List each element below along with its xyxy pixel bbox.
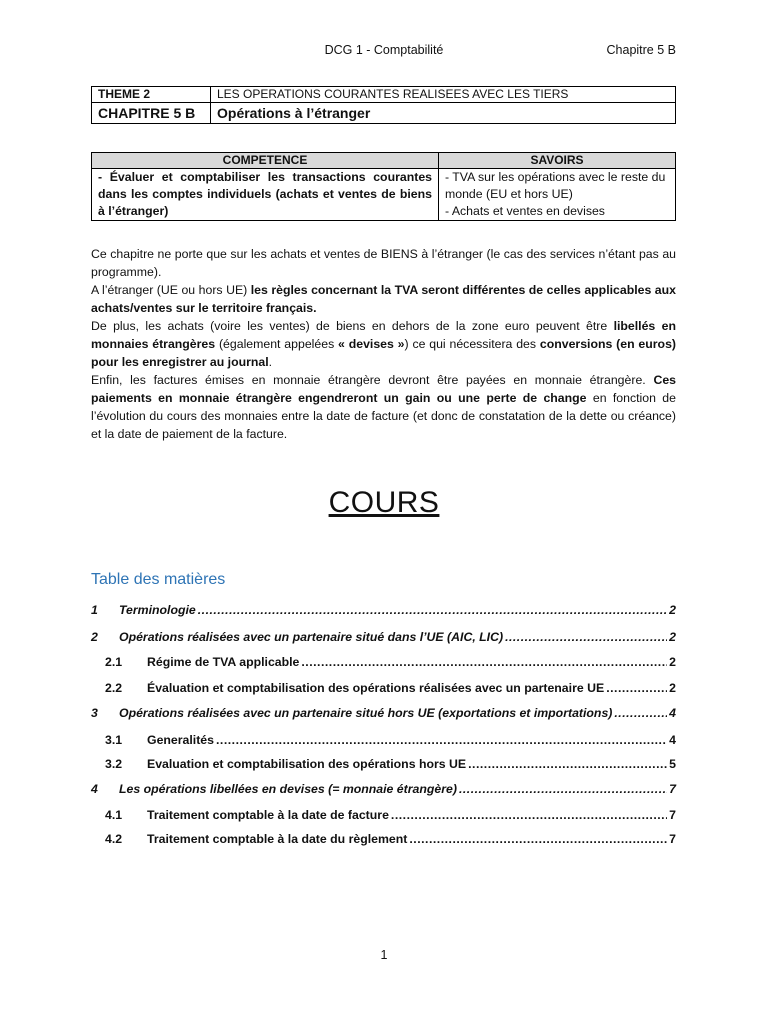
toc-number: 3.2 <box>105 757 123 771</box>
toc-entry-title: Opérations réalisées avec un partenaire situé hors UE (exportations et importations) <box>119 706 613 720</box>
savoirs-header: SAVOIRS <box>439 153 676 169</box>
toc-leader <box>606 681 667 695</box>
toc-number: 4.1 <box>105 808 123 822</box>
toc-entry-title: Évaluation et comptabilisation des opérations réalisées avec un partenaire UE <box>147 681 605 695</box>
theme-row <box>92 87 676 103</box>
chapter-row <box>92 103 676 124</box>
toc-number: 2 <box>91 630 98 644</box>
text-span: . <box>268 355 273 369</box>
header-title: DCG 1 - Comptabilité <box>324 43 444 57</box>
toc-entry-1[interactable] <box>91 603 676 621</box>
toc-entry-2-1[interactable] <box>91 655 676 673</box>
toc-page: 2 <box>669 655 676 669</box>
bold-span: « devises » <box>338 337 405 351</box>
text-span: Enfin, les factures émises en monnaie étrangère devront être payées en monnaie étrangère. <box>91 373 654 387</box>
intro-text <box>91 245 676 443</box>
toc-entry-3-1[interactable] <box>91 733 676 751</box>
toc-leader <box>216 733 667 747</box>
intro-paragraph <box>91 317 676 371</box>
savoirs-item: - TVA sur les opérations avec le reste du monde (EU et hors UE) <box>445 170 666 201</box>
toc-number: 4.2 <box>105 832 123 846</box>
bold-span: les règles concernant la TVA seront différentes de celles applicables aux achats/ventes sur le territoire français. <box>91 283 676 315</box>
toc-leader <box>459 782 667 796</box>
toc-page: 7 <box>669 782 676 796</box>
competence-body-row <box>92 169 676 221</box>
toc-entry-3[interactable] <box>91 706 676 724</box>
toc-number: 4 <box>91 782 98 796</box>
competence-header: COMPETENCE <box>92 153 439 169</box>
cours-heading: COURS <box>328 486 440 519</box>
chapter-title: Opérations à l’étranger <box>211 103 676 124</box>
text-span: De plus, les achats (voire les ventes) de biens en dehors de la zone euro peuvent être <box>91 319 614 333</box>
toc-number: 2.2 <box>105 681 123 695</box>
toc-leader <box>614 706 667 720</box>
toc-leader <box>468 757 667 771</box>
theme-title: LES OPERATIONS COURANTES REALISEES AVEC LES TIERS <box>211 87 676 103</box>
toc-entry-title: Traitement comptable à la date de facture <box>147 808 389 822</box>
toc-leader <box>301 655 667 669</box>
toc-leader <box>505 630 667 644</box>
toc-entry-4-1[interactable] <box>91 808 676 826</box>
toc-page: 4 <box>669 706 676 720</box>
toc-entry-2-2[interactable] <box>91 681 676 699</box>
intro-paragraph <box>91 371 676 443</box>
toc-entry-3-2[interactable] <box>91 757 676 775</box>
savoirs-cell <box>439 169 676 221</box>
theme-label: THEME 2 <box>92 87 211 103</box>
toc-entry-title: Terminologie <box>119 603 196 617</box>
text-span: A l’étranger (UE ou hors UE) <box>91 283 251 297</box>
chapter-label: CHAPITRE 5 B <box>92 103 211 124</box>
toc-entry-title: Les opérations libellées en devises (= monnaie étrangère) <box>119 782 457 796</box>
toc-page: 5 <box>669 757 676 771</box>
savoirs-item: - Achats et ventes en devises <box>445 204 605 218</box>
theme-table <box>91 86 676 124</box>
toc-entry-2[interactable] <box>91 630 676 648</box>
page-number: 1 <box>380 948 388 962</box>
competence-text: - Évaluer et comptabiliser les transactions courantes dans les comptes individuels (achats et ventes de biens à l’étranger) <box>92 169 439 221</box>
header-chapter: Chapitre 5 B <box>606 43 676 57</box>
text-span: en fonction de l’évolution du cours des monnaies entre la date de facture (et donc de constatation de la dette ou créance) et la date de paiement de la facture. <box>91 391 676 441</box>
toc-entry-title: Traitement comptable à la date du règlement <box>147 832 408 846</box>
toc-page: 2 <box>669 681 676 695</box>
bold-span: conversions (en euros) pour les enregistrer au journal <box>91 337 677 369</box>
text-span: (également appelées <box>215 337 339 351</box>
toc-entry-title: Evaluation et comptabilisation des opérations hors UE <box>147 757 467 771</box>
toc-number: 2.1 <box>105 655 123 669</box>
toc-number: 3.1 <box>105 733 123 747</box>
toc-page: 7 <box>669 832 676 846</box>
intro-paragraph <box>91 281 676 317</box>
toc-entry-4-2[interactable] <box>91 832 676 850</box>
text-span: ) ce qui nécessitera des <box>404 337 540 351</box>
toc-title: Table des matières <box>91 571 226 588</box>
toc-leader <box>391 808 667 822</box>
toc-leader <box>409 832 667 846</box>
toc-leader <box>198 603 667 617</box>
toc-entry-title: Régime de TVA applicable <box>147 655 300 669</box>
toc-page: 4 <box>669 733 676 747</box>
intro-paragraph: Ce chapitre ne porte que sur les achats et ventes de BIENS à l’étranger (le cas des services n’étant pas au programme). <box>91 247 676 279</box>
toc-number: 1 <box>91 603 98 617</box>
toc-page: 2 <box>669 630 676 644</box>
toc-entry-title: Generalités <box>147 733 214 747</box>
toc-page: 2 <box>669 603 676 617</box>
competence-header-row <box>92 153 676 169</box>
toc-page: 7 <box>669 808 676 822</box>
bold-span: Ces paiements en monnaie étrangère engendreront un gain ou une perte de change <box>91 373 676 405</box>
competence-table <box>91 152 676 221</box>
toc-entry-4[interactable] <box>91 782 676 800</box>
toc-entry-title: Opérations réalisées avec un partenaire situé dans l’UE (AIC, LIC) <box>119 630 504 644</box>
bold-span: libellés en monnaies étrangères <box>91 319 676 351</box>
toc-number: 3 <box>91 706 98 720</box>
